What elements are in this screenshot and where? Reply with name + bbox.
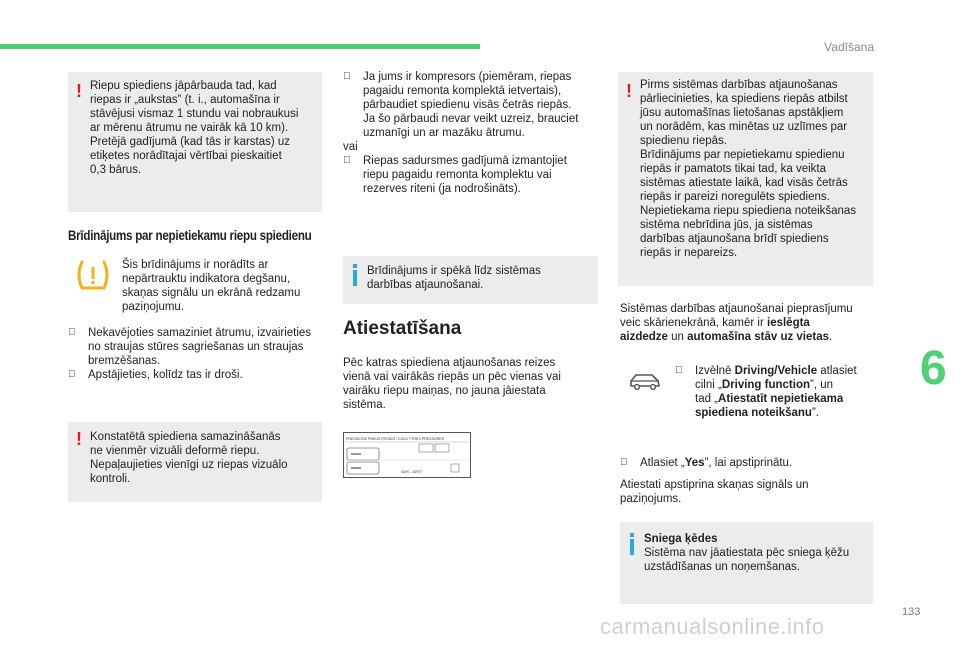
arrow-bullet-icon (620, 456, 640, 470)
reset-paragraph: Pēc katras spiediena atjaunošanas reizes vienā vai vairākās riepās un pēc vienas vai vairāku riepu maiņas, no jauna jāiestata sistēma. (343, 357, 561, 411)
list-item: Riepas sadursmes gadījumā izmantojiet riepu pagaidu remonta komplektu vai rezerves riteni (ja nodrošināts). (343, 154, 599, 196)
warning-icon: ! (626, 81, 632, 101)
confirmation-paragraph: Atiestati apstiprina skaņas signāls un paziņojums. (620, 479, 809, 505)
chapter-number: 6 (920, 342, 947, 395)
info-icon (630, 539, 634, 555)
page-number: 133 (902, 606, 921, 618)
list-item: Ja jums ir kompresors (piemēram, riepas pagaidu remonta komplektā ietvertais), pārbaudiet spiedienu visās četrās riepās. Ja šo pārbaudi nevar veikt uzreiz, brauciet uzmanīgi un ar mazāku ātrumu. (343, 70, 599, 140)
watermark: carmanualsonline.info (600, 614, 825, 639)
label-code-text: SAFE - 4DFS7 (401, 470, 423, 474)
warning-icon: ! (76, 81, 82, 101)
list-item: Nekavējoties samaziniet ātrumu, izvairieties no straujas stūres sagriešanas un straujas bremzēšanas. (68, 326, 324, 368)
warning-text: Riepu spiediens jāpārbauda tad, kad riepas ir „aukstas” (t. i., automašīna ir stāvējusi vismaz 1 stundu vai nobraukusi ar mērenu ātrumu ne vairāk kā 10 km). Pretējā gadījumā (kad tās ir karstas) uz etiķetes norādītajai vērtībai pieskaitiet 0,3 bārus. (90, 80, 299, 176)
reset-request-paragraph: Sistēmas darbības atjaunošanai pieprasījumu veic skārienekrānā, kamēr ir ieslēgta aizdedze un automašīna stāv uz vietas. (620, 303, 853, 343)
action-list (68, 326, 324, 382)
indicator-description: Šis brīdinājums ir norādīts ar nepārtrauktu indikatora degšanu, skaņas signālu un ekrānā redzamu paziņojumu. (122, 259, 301, 313)
arrow-bullet-icon (343, 70, 363, 140)
info-box-warning-active (343, 256, 598, 304)
section-heading-reset: Atiestatīšana (343, 318, 462, 339)
tyre-pressure-warning-icon (74, 258, 112, 292)
select-yes-instruction: Atlasiet „Yes”, lai apstiprinātu. (620, 456, 876, 470)
warning-text: Konstatētā spiediena samazināšanās ne vienmēr vizuāli deformē riepu. Nepaļaujieties vienīgi uz riepas vizuālo kontroli. (90, 431, 288, 485)
info-icon (353, 270, 357, 286)
info-text: Brīdinājums ir spēkā līdz sistēmas darbības atjaunošanai. (367, 265, 541, 291)
tyre-pressure-label-image (343, 432, 471, 478)
warning-box-visual-check (68, 422, 322, 502)
car-icon (628, 370, 662, 392)
arrow-bullet-icon (68, 326, 88, 368)
list-item: Apstājieties, kolīdz tas ir droši. (68, 368, 324, 382)
arrow-bullet-icon (675, 364, 695, 420)
compressor-instructions (343, 70, 599, 196)
section-heading-underinflation: Brīdinājums par nepietiekamu riepu spiedienu (68, 228, 312, 243)
info-box-snow-chains (620, 522, 873, 604)
or-text: vai (343, 141, 358, 153)
section-name: Vadīšana (824, 40, 874, 54)
arrow-bullet-icon (343, 154, 363, 196)
arrow-bullet-icon (68, 368, 88, 382)
label-header-text: PRESSIONS PNEUS FROIDS / COLD TYRES PRESSURES (346, 437, 444, 441)
warning-box-cold-tyres (68, 72, 322, 212)
info-text: Sniega ķēdes Sistēma nav jāatiestata pēc sniega ķēžu uzstādīšanas un noņemšanas. (644, 533, 850, 573)
warning-text: Pirms sistēmas darbības atjaunošanas pārliecinieties, ka spiediens riepās atbilst jūsu automašīnas lietošanas apstākļiem un norādēm, kas minētas uz uzlīmes par spiedienu riepās. Brīdinājums par nepietiekamu spiedienu riepās ir pamatots tikai tad, ka veikta sistēmas atiestate laikā, kad visās četrās riepās ir pareizi noregulēts spiediens. Nepietiekama riepu spiediena noteikšanas sistēma nebrīdina jūs, ja sistēmas darbības atjaunošana brīdī spiediens riepās ir nepareizs. (640, 79, 857, 259)
chapter-color-bar (0, 44, 480, 49)
warning-box-before-reset (618, 72, 873, 286)
menu-instruction: Izvēlnē Driving/Vehicle atlasiet cilni „Driving function”, un tad „Atiestatīt nepietiekama spiediena noteikšanu”. (675, 364, 875, 420)
warning-icon: ! (76, 429, 82, 449)
